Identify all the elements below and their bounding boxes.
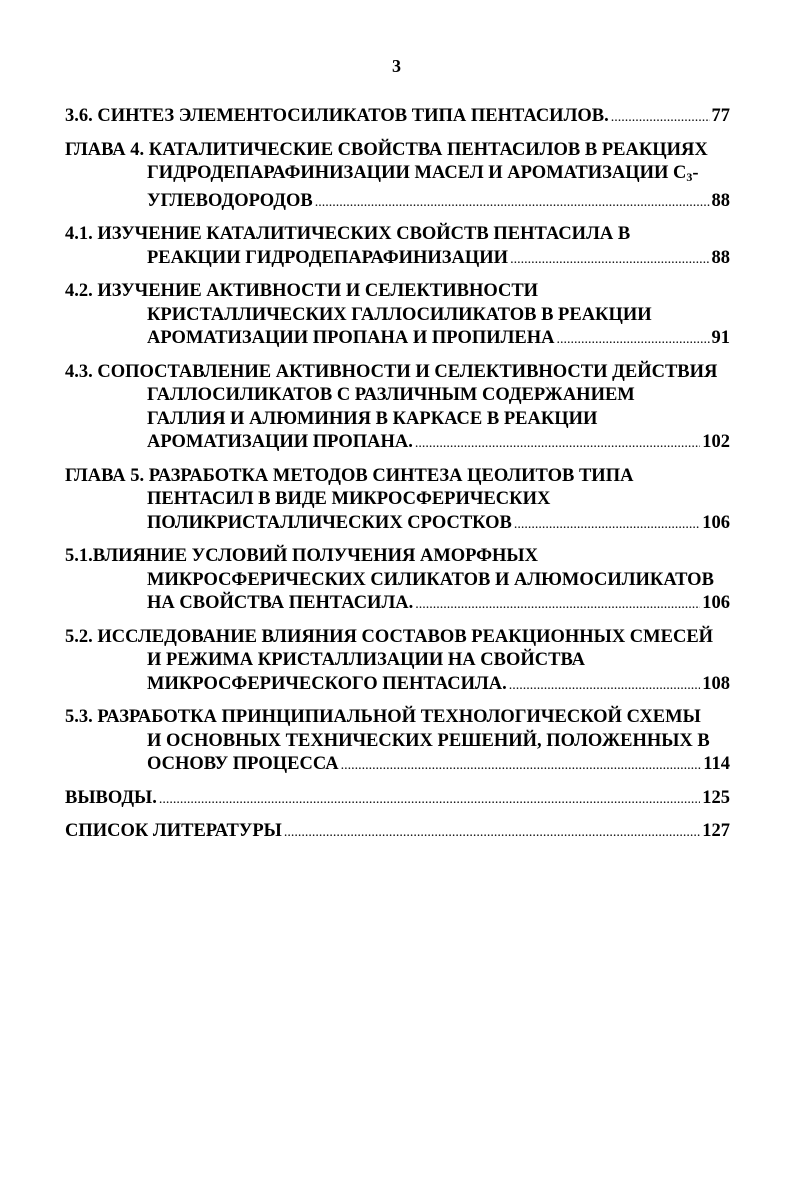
toc-entry-final-line [65,247,730,272]
toc-entry-title: АРОМАТИЗАЦИИ ПРОПАНА. [147,432,413,452]
toc-entry-line: 5.1.ВЛИЯНИЕ УСЛОВИЙ ПОЛУЧЕНИЯ АМОРФНЫХ [65,546,538,566]
toc-page-number: 77 [711,106,730,126]
toc-entry-line: 5.2. ИССЛЕДОВАНИЕ ВЛИЯНИЯ СОСТАВОВ РЕАКЦИОННЫХ СМЕСЕЙ [65,626,714,647]
toc-entry [65,706,730,778]
toc-entry-final-line [65,592,730,617]
toc-entry-final-line [65,753,730,778]
toc-entry-line: ГАЛЛИЯ И АЛЮМИНИЯ В КАРКАСЕ В РЕАКЦИИ [147,408,598,429]
dot-leader [415,593,700,617]
dot-leader [557,328,710,352]
toc-entry-title: ВЫВОДЫ. [65,787,157,808]
toc-entry-line: ГЛАВА 5. РАЗРАБОТКА МЕТОДОВ СИНТЕЗА ЦЕОЛИТОВ ТИПА [65,465,634,486]
toc-entry [65,280,730,352]
subscript: 3 [686,170,693,184]
toc-page-number: 88 [711,190,730,211]
toc-entry-line: ГЛАВА 4. КАТАЛИТИЧЕСКИЕ СВОЙСТВА ПЕНТАСИЛОВ В РЕАКЦИЯХ [65,139,708,160]
toc-entry-title: МИКРОСФЕРИЧЕСКОГО ПЕНТАСИЛА. [147,673,507,694]
dot-leader [315,191,710,215]
dot-leader [509,674,700,698]
toc-entry-line: 4.2. ИЗУЧЕНИЕ АКТИВНОСТИ И СЕЛЕКТИВНОСТИ [65,281,539,301]
toc-entry-line: КРИСТАЛЛИЧЕСКИХ ГАЛЛОСИЛИКАТОВ В РЕАКЦИИ [147,304,652,325]
toc-entry [65,361,730,456]
toc-entry [65,139,730,215]
toc-entry-line: И РЕЖИМА КРИСТАЛЛИЗАЦИИ НА СВОЙСТВА [147,650,585,670]
toc-page-number: 91 [711,328,730,348]
toc-entry [65,465,730,537]
toc-entry-line [65,162,730,190]
toc-entry-final-line [65,512,730,537]
toc-entry-title: УГЛЕВОДОРОДОВ [147,190,313,211]
toc-entry-final-line [65,787,730,812]
toc-entry-final-line [65,431,730,456]
dot-leader [611,106,710,130]
toc-entry-title: ОСНОВУ ПРОЦЕССА [147,754,339,774]
toc-entry [65,787,730,812]
page-number: 3 [392,56,401,76]
toc-entry-final-line [65,190,730,215]
dot-leader [415,432,700,456]
toc-entry-title: 3.6. СИНТЕЗ ЭЛЕМЕНТОСИЛИКАТОВ ТИПА ПЕНТАСИЛОВ. [65,106,609,126]
dot-leader [341,754,702,778]
dot-leader [510,248,709,272]
toc-entry-line: 5.3. РАЗРАБОТКА ПРИНЦИПИАЛЬНОЙ ТЕХНОЛОГИЧЕСКОЙ СХЕМЫ [65,707,701,727]
toc-entry-line: И ОСНОВНЫХ ТЕХНИЧЕСКИХ РЕШЕНИЙ, ПОЛОЖЕННЫХ В [147,730,710,751]
toc-entry-line: 4.3. СОПОСТАВЛЕНИЕ АКТИВНОСТИ И СЕЛЕКТИВНОСТИ ДЕЙСТВИЯ [65,361,718,382]
toc-entry-final-line [65,105,730,130]
toc-page-number: 114 [703,754,730,774]
toc-page-number: 88 [711,247,730,268]
toc-page-number: 108 [702,673,730,694]
toc-entry-title: АРОМАТИЗАЦИИ ПРОПАНА И ПРОПИЛЕНА [147,328,555,348]
toc-entry-line: МИКРОСФЕРИЧЕСКИХ СИЛИКАТОВ И АЛЮМОСИЛИКАТОВ [147,569,714,590]
toc-entry [65,820,730,845]
table-of-contents [65,105,730,854]
toc-entry-final-line [65,327,730,352]
toc-page-number: 102 [702,432,730,452]
toc-page-number: 125 [702,787,730,808]
toc-line-text: ГИДРОДЕПАРАФИНИЗАЦИИ МАСЕЛ И АРОМАТИЗАЦИИ С [147,163,687,183]
toc-line-text: - [692,163,699,183]
toc-entry-line: 4.1. ИЗУЧЕНИЕ КАТАЛИТИЧЕСКИХ СВОЙСТВ ПЕНТАСИЛА В [65,224,631,244]
toc-entry-final-line [65,673,730,698]
toc-entry [65,545,730,617]
toc-entry [65,626,730,698]
dot-leader [284,821,700,845]
toc-entry-title: РЕАКЦИИ ГИДРОДЕПАРАФИНИЗАЦИИ [147,247,509,268]
toc-entry [65,223,730,271]
toc-page-number: 106 [702,512,730,533]
toc-entry-line: ГАЛЛОСИЛИКАТОВ С РАЗЛИЧНЫМ СОДЕРЖАНИЕМ [147,385,635,405]
toc-page-number: 106 [702,593,730,613]
toc-entry-title: ПОЛИКРИСТАЛЛИЧЕСКИХ СРОСТКОВ [147,512,512,533]
toc-entry-title: НА СВОЙСТВА ПЕНТАСИЛА. [147,593,414,613]
toc-entry-final-line [65,820,730,845]
dot-leader [514,513,700,537]
toc-page-number: 127 [702,821,730,841]
dot-leader [159,788,700,812]
toc-entry-title: СПИСОК ЛИТЕРАТУРЫ [65,821,282,841]
toc-entry-line: ПЕНТАСИЛ В ВИДЕ МИКРОСФЕРИЧЕСКИХ [147,489,551,509]
toc-entry [65,105,730,130]
